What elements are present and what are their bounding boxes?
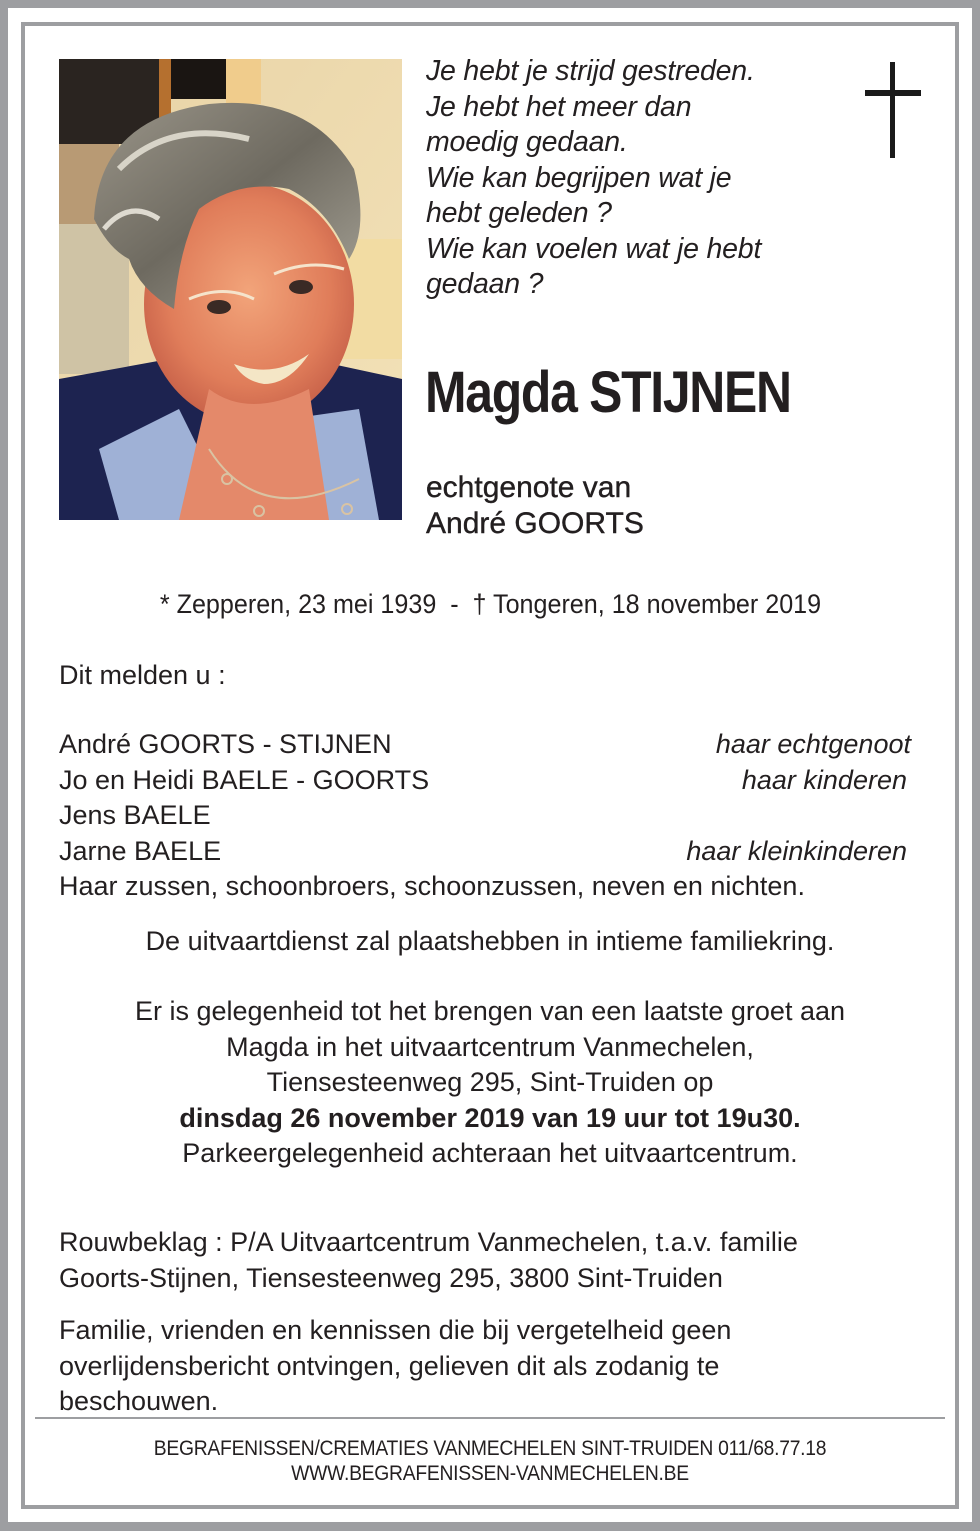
condolences-line: Goorts-Stijnen, Tiensesteenweg 295, 3800 Sint-Truiden (59, 1262, 723, 1293)
company-website[interactable]: WWW.BEGRAFENISSEN-VANMECHELEN.BE (291, 1462, 689, 1485)
deceased-name: Magda STIJNEN (425, 360, 791, 425)
parking-info: Parkeergelegenheid achteraan het uitvaartcentrum. (182, 1138, 798, 1168)
visitation-line: Tiensesteenweg 295, Sint-Truiden op (266, 1067, 714, 1097)
family-row (59, 869, 919, 905)
poem-line: Wie kan begrijpen wat je (426, 161, 732, 194)
family-name: Jens BAELE (59, 800, 211, 830)
poem-line: gedaan ? (426, 268, 544, 300)
poem-line: Je hebt je strijd gestreden. (426, 55, 755, 87)
family-row (59, 763, 919, 799)
visitation-datetime: dinsdag 26 november 2019 van 19 uur tot 19u30. (179, 1102, 801, 1133)
poem-line: Je hebt het meer dan (426, 90, 692, 123)
dates-text: * Zepperen, 23 mei 1939 - † Tongeren, 18 november 2019 (159, 589, 821, 619)
birth-death-dates (0, 586, 980, 622)
footer-divider (35, 1417, 945, 1419)
spouse-label: echtgenote van (426, 471, 632, 504)
family-relation: haar echtgenoot (715, 729, 911, 759)
condolences-line: Rouwbeklag : P/A Uitvaartcentrum Vanmechelen, t.a.v. familie (59, 1227, 798, 1257)
portrait-photo (59, 59, 402, 520)
family-relation: haar kinderen (741, 764, 907, 795)
visitation-line: Er is gelegenheid tot het brengen van een laatste groet aan (134, 996, 845, 1026)
family-name: Jo en Heidi BAELE - GOORTS (59, 764, 430, 795)
cross-icon (865, 62, 921, 158)
notice-line: overlijdensbericht ontvingen, gelieven dit als zodanig te (59, 1350, 720, 1381)
notice-line: beschouwen. (59, 1386, 219, 1416)
spouse-info (426, 470, 644, 542)
family-list (59, 727, 919, 905)
poem-line: moedig gedaan. (426, 126, 628, 158)
funeral-company: BEGRAFENISSEN/CREMATIES VANMECHELEN SINT-TRUIDEN 011/68.77.18 (153, 1437, 827, 1460)
family-name: Jarne BAELE (59, 835, 222, 866)
poem-line: Wie kan voelen wat je hebt (426, 232, 762, 265)
poem-line: hebt geleden ? (426, 197, 612, 229)
condolences-address (59, 1225, 798, 1296)
spouse-name: André GOORTS (426, 507, 644, 540)
family-name: André GOORTS - STIJNEN (59, 729, 392, 759)
ceremony-text: De uitvaartdienst zal plaatshebben in intieme familiekring. (145, 926, 835, 956)
announcement-intro: Dit melden u : (59, 660, 226, 690)
poem (426, 54, 846, 303)
notice-text (59, 1313, 731, 1420)
family-row (59, 834, 919, 870)
family-row (59, 798, 919, 834)
footer (0, 1436, 980, 1486)
family-relation: haar kleinkinderen (686, 835, 907, 866)
family-name: Haar zussen, schoonbroers, schoonzussen, neven en nichten. (59, 871, 805, 901)
notice-line: Familie, vrienden en kennissen die bij vergetelheid geen (59, 1315, 732, 1345)
family-row (59, 727, 919, 763)
visitation-info (0, 994, 980, 1172)
visitation-line: Magda in het uitvaartcentrum Vanmechelen, (226, 1031, 754, 1062)
